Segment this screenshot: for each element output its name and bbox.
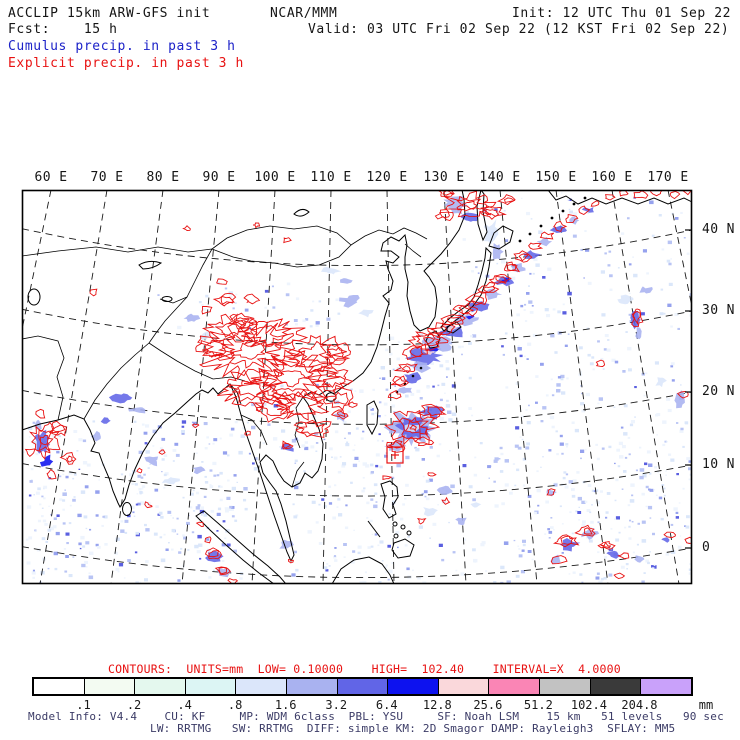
colorbar-cell xyxy=(235,679,286,694)
country-borders xyxy=(22,226,427,487)
legend-cumulus-precip: Cumulus precip. in past 3 h xyxy=(8,39,236,54)
colorbar-tick-label: 1.6 xyxy=(274,698,297,712)
colorbar-unit: mm xyxy=(698,698,714,712)
center-label: NCAR/MMM xyxy=(270,6,338,21)
colorbar-tick-label: 102.4 xyxy=(570,698,607,712)
colorbar-cell xyxy=(640,679,691,694)
colorbar-tick-label: .4 xyxy=(177,698,192,712)
page-title: ACCLIP 15km ARW-GFS init xyxy=(8,6,211,21)
colorbar-cell xyxy=(438,679,489,694)
forecast-hour: Fcst: 15 h xyxy=(8,22,118,37)
lat-label: 40 N xyxy=(702,222,735,237)
colorbar-tick-label: 51.2 xyxy=(523,698,553,712)
colorbar-tick-label: 25.6 xyxy=(473,698,503,712)
lat-label: 10 N xyxy=(702,457,735,472)
lon-label: 100 E xyxy=(254,170,296,185)
init-time: Init: 12 UTC Thu 01 Sep 22 xyxy=(512,6,732,21)
lon-label: 90 E xyxy=(202,170,236,185)
colorbar-tick-label: .1 xyxy=(76,698,91,712)
lon-label: 130 E xyxy=(423,170,465,185)
colorbar-cell xyxy=(84,679,135,694)
lat-label: 20 N xyxy=(702,384,735,399)
lon-label: 80 E xyxy=(146,170,180,185)
colorbar-cell xyxy=(337,679,388,694)
lon-label: 70 E xyxy=(90,170,124,185)
colorbar-cell xyxy=(185,679,236,694)
lat-label: 30 N xyxy=(702,303,735,318)
colorbar-tick-label: .8 xyxy=(227,698,243,712)
lon-label: 110 E xyxy=(310,170,352,185)
colorbar-cell xyxy=(590,679,641,694)
map-frame xyxy=(23,191,693,584)
colorbar-tick-label: 3.2 xyxy=(325,698,348,712)
coastlines xyxy=(22,190,692,584)
colorbar-tick-label: .2 xyxy=(126,698,142,712)
model-info-line2: LW: RRTMG SW: RRTMG DIFF: simple KM: 2D Smagor DAMP: Rayleigh3 SFLAY: MM5 xyxy=(150,722,676,735)
colorbar-cell xyxy=(134,679,185,694)
colorbar-tick-label: 204.8 xyxy=(621,698,658,712)
colorbar-cell xyxy=(34,679,84,694)
colorbar-cell xyxy=(286,679,337,694)
colorbar-tick-label: 6.4 xyxy=(375,698,398,712)
lon-label: 60 E xyxy=(34,170,68,185)
contour-info: CONTOURS: UNITS=mm LOW= 0.10000 HIGH= 102.40 INTERVAL=X 4.0000 xyxy=(108,662,621,676)
red-precip-contours xyxy=(26,188,694,585)
lon-label: 160 E xyxy=(591,170,633,185)
lon-label: 140 E xyxy=(479,170,521,185)
lon-label: 170 E xyxy=(647,170,689,185)
lat-label: 0 xyxy=(702,540,711,555)
lon-label: 150 E xyxy=(535,170,577,185)
lon-label: 120 E xyxy=(366,170,408,185)
legend-explicit-precip: Explicit precip. in past 3 h xyxy=(8,56,244,71)
blue-precip-shading xyxy=(34,196,685,577)
colorbar-cell xyxy=(539,679,590,694)
colorbar-tick-label: 12.8 xyxy=(422,698,452,712)
colorbar-cell xyxy=(488,679,539,694)
valid-time: Valid: 03 UTC Fri 02 Sep 22 (12 KST Fri 02 Sep 22) xyxy=(308,22,730,37)
model-info-line1: Model Info: V4.4 CU: KF MP: WDM 6class PBL: YSU SF: Noah LSM 15 km 51 levels 90 sec xyxy=(28,710,724,723)
colorbar-cell xyxy=(387,679,438,694)
colorbar xyxy=(32,677,693,696)
